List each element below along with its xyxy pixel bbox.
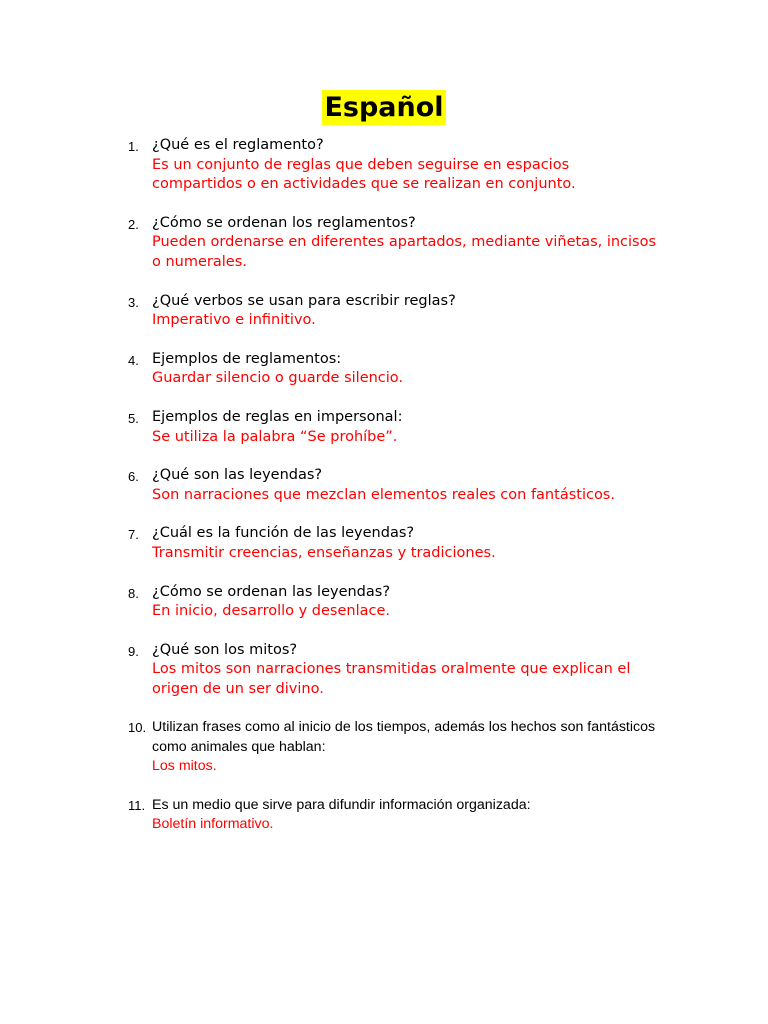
- list-item: [0, 524, 768, 563]
- list-item: [0, 408, 768, 447]
- question-text: ¿Qué verbos se usan para escribir reglas?: [152, 292, 456, 309]
- question-text: Es un medio que sirve para difundir información organizada:: [152, 796, 531, 813]
- list-item: [0, 583, 768, 622]
- answer-text: Transmitir creencias, enseñanzas y tradiciones.: [152, 544, 496, 561]
- answer-text: Se utiliza la palabra “Se prohíbe”.: [152, 428, 398, 445]
- question-text: ¿Qué son las leyendas?: [152, 467, 323, 484]
- question-text: Ejemplos de reglas en impersonal:: [152, 408, 403, 425]
- item-number: 8.: [128, 585, 139, 601]
- question-text: ¿Cómo se ordenan las leyendas?: [152, 583, 391, 600]
- question-text: ¿Cómo se ordenan los reglamentos?: [152, 214, 416, 231]
- item-number: 7.: [128, 527, 139, 543]
- answer-text: Son narraciones que mezclan elementos reales con fantásticos.: [152, 486, 615, 503]
- question-text: ¿Cuál es la función de las leyendas?: [152, 525, 415, 542]
- item-number: 6.: [128, 469, 139, 485]
- item-number: 11.: [128, 797, 146, 813]
- answer-text: Es un conjunto de reglas que deben seguirse en espacios compartidos o en actividades que se realizan en conjunto.: [152, 156, 576, 193]
- question-text: ¿Qué es el reglamento?: [152, 137, 324, 153]
- question-text: Utilizan frases como al inicio de los tiempos, además los hechos son fantásticos como animales que hablan:: [152, 719, 656, 755]
- answer-text: En inicio, desarrollo y desenlace.: [152, 603, 391, 620]
- list-item: [0, 718, 768, 776]
- title-wrap: [0, 90, 768, 125]
- list-item: [0, 796, 768, 835]
- item-number: 10.: [128, 720, 147, 736]
- list-item: [0, 350, 768, 389]
- list-item: [0, 466, 768, 505]
- question-text: ¿Qué son los mitos?: [152, 641, 298, 658]
- list-item: [0, 136, 768, 195]
- item-number: 3.: [128, 294, 139, 310]
- item-number: 9.: [128, 643, 139, 659]
- answer-text: Imperativo e infinitivo.: [152, 312, 316, 329]
- item-number: 5.: [128, 410, 139, 426]
- list-item: [0, 214, 768, 273]
- item-number: 1.: [128, 139, 139, 154]
- list-item: [0, 641, 768, 700]
- answer-text: Boletín informativo.: [152, 816, 274, 833]
- answer-text: Pueden ordenarse en diferentes apartados, mediante viñetas, incisos o numerales.: [152, 234, 657, 270]
- answer-text: Guardar silencio o guarde silencio.: [152, 370, 404, 387]
- item-number: 4.: [128, 352, 139, 368]
- item-number: 2.: [128, 216, 139, 232]
- question-list: [0, 136, 768, 854]
- answer-text: Los mitos son narraciones transmitidas oralmente que explican el origen de un ser divino.: [152, 661, 631, 697]
- page-title: Español: [324, 92, 444, 123]
- answer-text: Los mitos.: [152, 758, 217, 775]
- question-text: Ejemplos de reglamentos:: [152, 350, 342, 367]
- list-item: [0, 292, 768, 331]
